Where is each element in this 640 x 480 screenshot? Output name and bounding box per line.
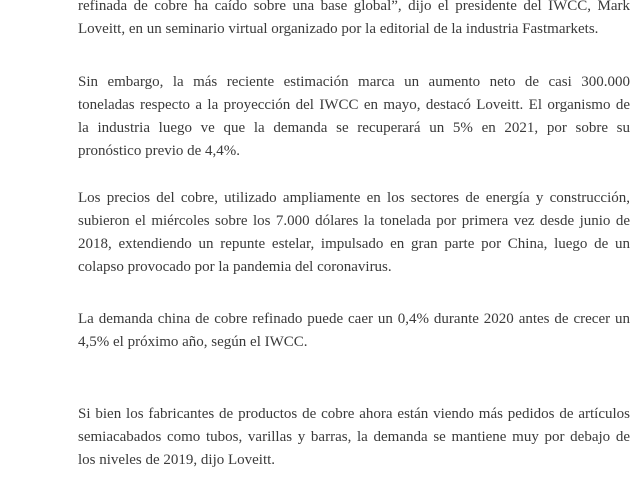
article-paragraph-5 [78,403,630,472]
paragraph-2-line-3: la industria luego ve que la demanda se recuperará un 5% en 2021, por sobre su [78,120,630,136]
article-paragraph-3 [78,187,630,279]
paragraph-3-line-1: Los precios del cobre, utilizado ampliamente en los sectores de energía y construcción, [78,190,630,206]
paragraph-4-line-2: 4,5% el próximo año, según el IWCC. [78,334,308,350]
paragraph-2-line-4: pronóstico previo de 4,4%. [78,143,241,159]
paragraph-3-line-2: subieron el miércoles sobre los 7.000 dólares la tonelada por primera vez desde junio de [78,213,630,229]
paragraph-3-line-4: colapso provocado por la pandemia del coronavirus. [78,259,392,275]
article-paragraph-2 [78,71,630,163]
paragraph-1-line-2: Loveitt, en un seminario virtual organizado por la editorial de la industria Fastmarkets. [78,21,599,37]
article-paragraph-1 [78,0,630,41]
paragraph-2-line-1: Sin embargo, la más reciente estimación marca un aumento neto de casi 300.000 [78,74,630,90]
paragraph-3-line-3: 2018, extendiendo un repunte estelar, impulsado en gran parte por China, luego de un [78,236,630,252]
paragraph-5-line-3: los niveles de 2019, dijo Loveitt. [78,452,276,468]
paragraph-1-line-1: refinada de cobre ha caído sobre una base global”, dijo el presidente del IWCC, Mark [78,0,630,14]
paragraph-5-line-1: Si bien los fabricantes de productos de cobre ahora están viendo más pedidos de artículos [78,406,630,422]
article-paragraph-4 [78,308,630,354]
paragraph-2-line-2: toneladas respecto a la proyección del IWCC en mayo, destacó Loveitt. El organismo de [78,97,630,113]
paragraph-4-line-1: La demanda china de cobre refinado puede caer un 0,4% durante 2020 antes de crecer un [78,311,630,327]
paragraph-5-line-2: semiacabados como tubos, varillas y barras, la demanda se mantiene muy por debajo de [78,429,630,445]
